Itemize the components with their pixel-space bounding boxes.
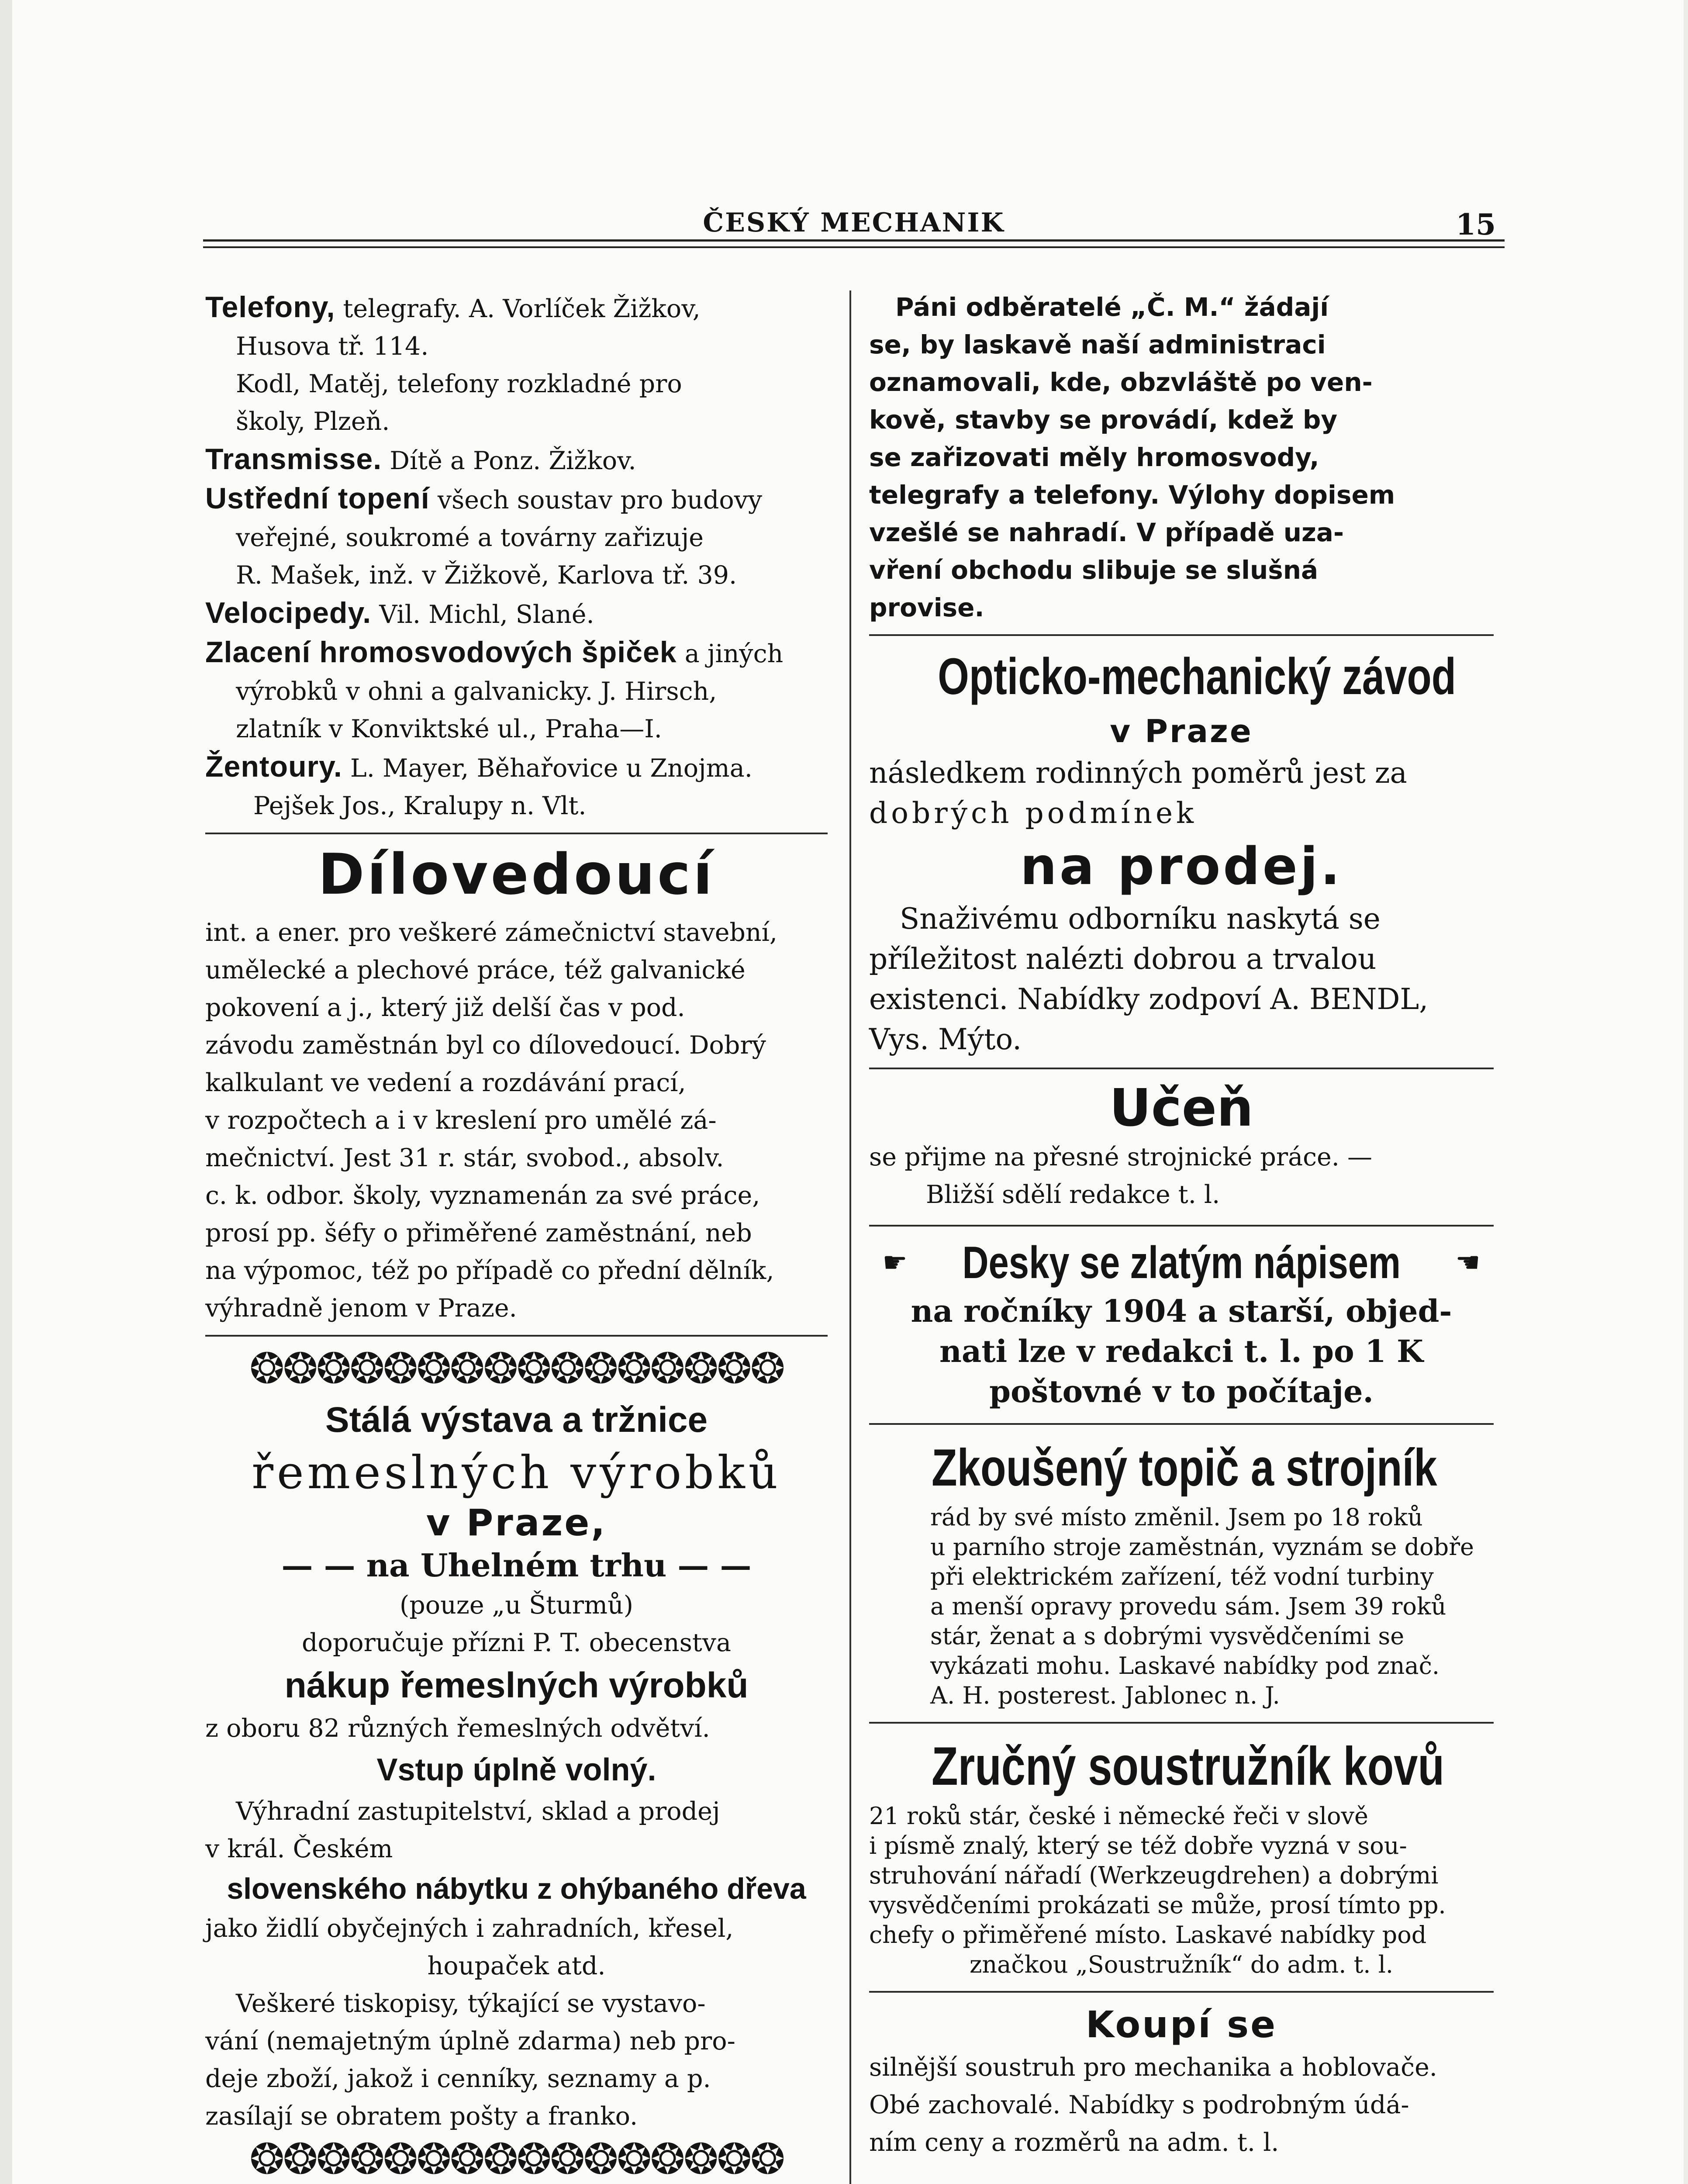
ad-zlaceni: Zlacení hromosvodových špiček a jiných výrobků v ohni a galvanicky. J. Hirsch, zlatník v Konviktské ul., Praha—I. [205,636,784,743]
ad-koupi: Koupí se silnější soustruh pro mechanika a hoblovače. Obé zachovalé. Nabídky s podrobným údá- ním ceny a rozměrů na adm. t. l. [869,2001,1494,2161]
ad-ucen: Učeň se přijme na přesné strojnické práce. — Bližší sdělí redakce t. l. [869,1077,1494,1213]
ad-zentoury: Žentoury. L. Mayer, Běhařovice u Znojma. Pejšek Jos., Kralupy n. Vlt. [205,750,753,820]
page-number: 15 [1456,207,1496,242]
section-rule [205,833,828,834]
header-rule [203,239,1505,248]
right-column [869,288,1494,2161]
ad-heading: Zlacení hromosvodových špiček [205,636,677,669]
ad-heading: Žentoury. [205,750,342,783]
ad-title: Zkoušený topič a strojník [932,1438,1437,1497]
section-rule [869,1991,1494,1993]
section-rule [869,1068,1494,1069]
running-title: ČESKÝ MECHANIK [703,207,1005,238]
ad-transmisse: Transmisse. Dítě a Ponz. Žižkov. [205,442,636,476]
pointing-hand-right-icon: ☛ [882,1247,908,1279]
ad-heading: Telefony, [205,290,335,324]
ad-telefony: Telefony, telegrafy. A. Vorlíček Žižkov, Husova tř. 114. Kodl, Matěj, telefony rozkladné pro školy, Plzeň. [205,290,701,436]
ad-title: Opticko-mechanický závod [938,648,1456,705]
section-rule [205,1335,828,1337]
ad-title: Zručný soustružník kovů [932,1736,1445,1797]
ad-heading: Velocipedy. [205,596,372,629]
ad-dilovedouci: Dílovedoucí int. a ener. pro veškeré zámečnictví stavební, umělecké a plechové práce, též galvanické pokovení a j., který již delší čas v pod. závodu zaměstnán byl co dílovedoucí. Dobrý kalkulant ve vedení a rozdávání prací, v rozpočtech a i v kreslení pro umělé zá- mečnictví. Jest 31 r. stár, svobod., absolv. c. k. odbor. školy, vyznamenán za své práce, prosí pp. šéfy o přiměřené zaměstnání, neb na výpomoc, též po případě co přední dělník, výhradně jenom v Praze. [205,842,828,1327]
left-column [205,288,828,2183]
section-rule [869,1225,1494,1227]
ornament-band: ❂❂❂❂❂❂❂❂❂❂❂❂❂❂❂❂ [249,1344,784,1393]
ad-topic: Zkoušený topič a strojník rád by své místo změnil. Jsem po 18 roků u parního stroje zaměstnán, vyznám se dobře při elektrickém zařízení, též vodní turbiny a menší opravy provedu sám. Jsem 39 roků stár, ženat a s dobrými vysvědčeními se vykázati mohu. Laskavé nabídky pod znač. A. H. posterest. Jablonec n. J. [869,1433,1494,1711]
ornament-band: ❂❂❂❂❂❂❂❂❂❂❂❂❂❂❂❂ [249,2135,784,2183]
ad-title: Učeň [1109,1078,1253,1138]
ad-vystava: ❂❂❂❂❂❂❂❂❂❂❂❂❂❂❂❂ Stálá výstava a tržnice řemeslných výrobků v Praze, — — na Uhelném trhu — — (pouze „u Šturmů) doporučuje přízni P. T. obecenstva nákup řemeslných výrobků z oboru 82 různých řemeslných odvětví. Vstup úplně volný. Výhradní zastupitelství, sklad a prodej v král. Českém slovenského nábytku z ohýbaného dřeva jako židlí obyčejných i zahradních, křesel, houpaček atd. Veškeré tiskopisy, týkající se vystavo- vání (nemajetným úplně zdarma) neb pro- deje zboží, jakož i cenníky, seznamy a p. zasílají se obratem pošty a franko. ❂❂❂❂❂❂❂❂❂❂❂❂❂❂❂❂ [205,1344,828,2183]
ad-title: Desky se zlatým nápisem [962,1237,1401,1288]
column-divider [849,290,851,2184]
notice-subscribers: Páni odběratelé „Č. M.“ žádají se, by laskavě naší administraci oznamovali, kde, obzvláště po ven- kově, stavby se provádí, kdež by se zařizovati měly hromosvody, telegrafy a telefony. Výlohy dopisem vzešlé se nahradí. V případě uza- vření obchodu slibuje se slušná provise. [869,292,1395,622]
section-rule [869,1423,1494,1425]
ad-desky: ☛ Desky se zlatým nápisem ☚ na ročníky 1904 a starší, objed- nati lze v redakci t. l. po 1 K poštovné v to počítaje. [869,1234,1494,1412]
ad-topeni: Ustřední topení všech soustav pro budovy veřejné, soukromé a továrny zařizuje R. Mašek, inž. v Žižkově, Karlova tř. 39. [205,482,763,590]
ad-velocipedy: Velocipedy. Vil. Michl, Slané. [205,596,594,629]
pointing-hand-left-icon: ☚ [1455,1247,1481,1279]
ad-title: Koupí se [1085,2003,1277,2046]
ad-soustruznik: Zručný soustružník kovů 21 roků stár, české i německé řeči v slově i písmě znalý, který se též dobře vyzná v sou- struhování nářadí (Werkzeugdrehen) a dobrými vysvědčeními prokázati se může, prosí tímto pp. chefy o přiměřené místo. Laskavé nabídky pod značkou „Soustružník“ do adm. t. l. [869,1731,1494,1980]
ad-title: Dílovedoucí [318,842,715,907]
section-rule [869,634,1494,636]
ad-opticko: Opticko-mechanický závod v Praze následkem rodinných poměrů jest za dobrých podmínek na prodej. Snaživému odborníku naskytá se příležitost nalézti dobrou a trvalou existenci. Nabídky zodpoví A. BENDL, Vys. Mýto. [869,644,1494,1060]
ad-heading: Transmisse. [205,442,382,476]
ad-heading: Ustřední topení [205,482,430,515]
section-rule [869,1722,1494,1724]
